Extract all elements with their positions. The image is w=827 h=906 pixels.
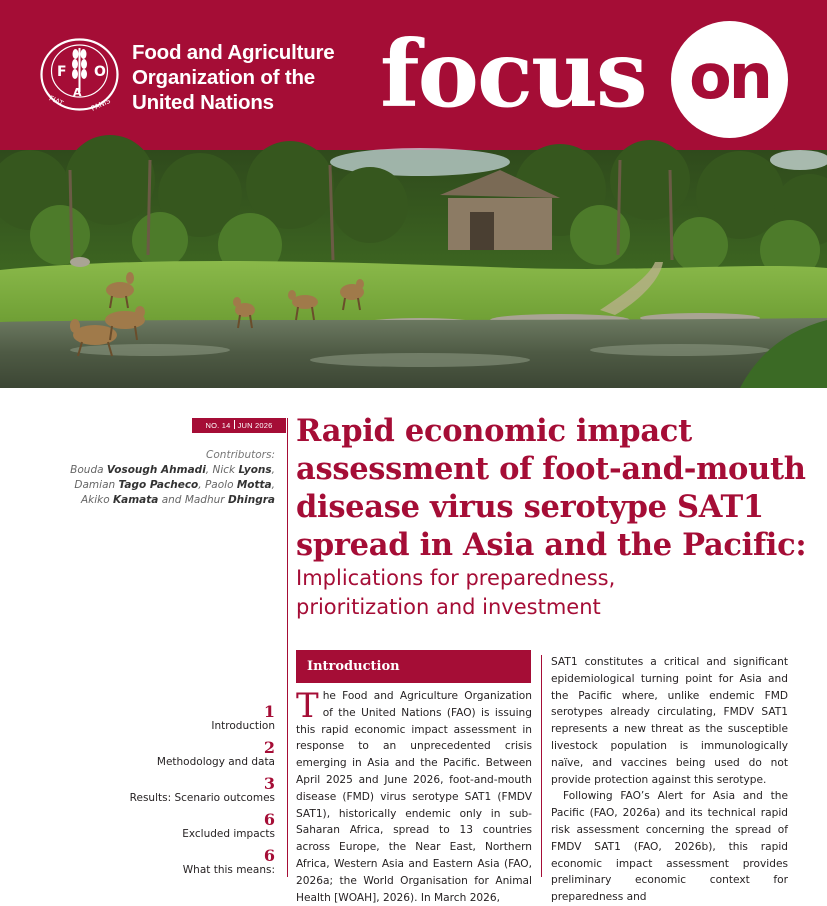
toc-label: Introduction: [211, 720, 275, 732]
contributor-last: Vosough Ahmadi: [106, 464, 206, 476]
toc-label: Excluded impacts: [182, 828, 275, 840]
brand-on-circle: [671, 21, 788, 138]
subtitle-line-1: Implications for preparedness,: [296, 566, 616, 590]
contributor-last: Lyons: [238, 464, 272, 476]
contributor-sep: ,: [205, 464, 213, 476]
title-line-1: Rapid economic impact: [296, 413, 692, 449]
document-title: [296, 412, 816, 564]
brand-focus-word: focus: [380, 20, 646, 128]
contributor-last: Tago Pacheco: [118, 479, 199, 491]
issue-separator: [234, 420, 235, 429]
toc-item-what-this-means[interactable]: [35, 848, 275, 884]
org-name-line-3: United Nations: [132, 91, 274, 114]
table-of-contents: [35, 704, 275, 884]
contributor-first: Bouda: [70, 464, 104, 476]
fao-logo-icon: [40, 38, 119, 111]
toc-page-number: 2: [263, 738, 275, 757]
title-line-4: spread in Asia and the Pacific:: [296, 527, 807, 563]
org-name-line-2: Organization of the: [132, 66, 315, 89]
toc-item-excluded-impacts[interactable]: [35, 812, 275, 848]
contributor-sep: and: [158, 494, 185, 506]
contributor-last: Kamata: [113, 494, 159, 506]
column-divider: [541, 655, 542, 877]
body-paragraph: [296, 688, 532, 906]
contributor-sep: ,: [198, 479, 205, 491]
svg-text:O: O: [94, 64, 106, 80]
body-paragraph: SAT1 constitutes a critical and significant epidemiological turning point for Asia and the Pacific where, unlike endemic FMD serotypes already circulating, FMDV SAT1 represents a new threat as the susceptible livestock population is immunologically naïve, and vaccines being used do not provide protection against this serotype.: [551, 656, 788, 786]
brand-on-word: on: [689, 40, 770, 113]
title-line-2: assessment of foot-and-mouth: [296, 451, 806, 487]
left-vertical-rule: [287, 418, 288, 877]
contributor-sep: ,: [271, 479, 275, 491]
toc-page-number: 6: [263, 846, 275, 865]
header-banner: [0, 0, 827, 150]
paragraph-text: he Food and Agriculture Organization of the United Nations (FAO) is issuing this rapid economic impact assessment in response to an unprecedented crisis emerging in Asia and the Pacific. Between April 2025 and June 2026, foot-and-mouth disease (FMD) virus serotype SAT1 (FMDV SAT1), historically endemic only in sub-Saharan Africa, spread to 13 countries across Europe, the Near East, Northern Africa, Western Asia and Eastern Asia (FAO, 2026a; the World Organisation for Animal Health [WOAH], 2026). In March 2026,: [296, 690, 532, 904]
contributor-last: Dhingra: [227, 494, 275, 506]
svg-text:A: A: [73, 86, 82, 99]
toc-label: Methodology and data: [156, 756, 275, 768]
body-paragraph: Following FAO’s Alert for Asia and the Pacific (FAO, 2026a) and its technical rapid risk assessment concerning the spread of FMDV SAT1 (FAO, 2026b), this rapid economic impact assessment provides preliminary economic context for preparedness and: [551, 790, 788, 904]
svg-text:FIAT: FIAT: [47, 94, 65, 108]
body-column-2: [551, 654, 788, 906]
organization-name: [132, 40, 335, 115]
drop-cap: T: [296, 686, 319, 726]
contributor-first: Paolo: [204, 479, 234, 491]
toc-page-number: 3: [263, 774, 275, 793]
contributor-first: Madhur: [184, 494, 225, 506]
toc-item-introduction[interactable]: [35, 704, 275, 740]
issue-date: JUN 2026: [237, 421, 273, 430]
contributors-block: [15, 448, 275, 508]
subtitle-line-2: prioritization and investment: [296, 595, 601, 619]
river-landscape-photo: [0, 150, 827, 388]
contributor-first: Nick: [212, 464, 236, 476]
contributor-sep: ,: [271, 464, 275, 476]
contributor-first: Akiko: [80, 494, 110, 506]
introduction-heading: Introduction: [296, 650, 531, 683]
issue-number: NO. 14: [205, 421, 231, 430]
svg-text:F: F: [57, 64, 67, 80]
contributor-first: Damian: [74, 479, 116, 491]
toc-item-results[interactable]: [35, 776, 275, 812]
title-line-3: disease virus serotype SAT1: [296, 489, 764, 525]
toc-label: What this means:: [182, 864, 275, 876]
contributors-label: Contributors:: [206, 449, 275, 461]
toc-label: Results: Scenario outcomes: [129, 792, 275, 804]
body-column-1: [296, 688, 532, 906]
toc-page-number: 1: [263, 702, 275, 721]
document-subtitle: [296, 564, 816, 622]
issue-tag: [192, 418, 286, 433]
contributor-last: Motta: [236, 479, 272, 491]
svg-text:PANIS: PANIS: [89, 96, 112, 113]
toc-item-methodology[interactable]: [35, 740, 275, 776]
toc-page-number: 6: [263, 810, 275, 829]
org-name-line-1: Food and Agriculture: [132, 41, 335, 64]
